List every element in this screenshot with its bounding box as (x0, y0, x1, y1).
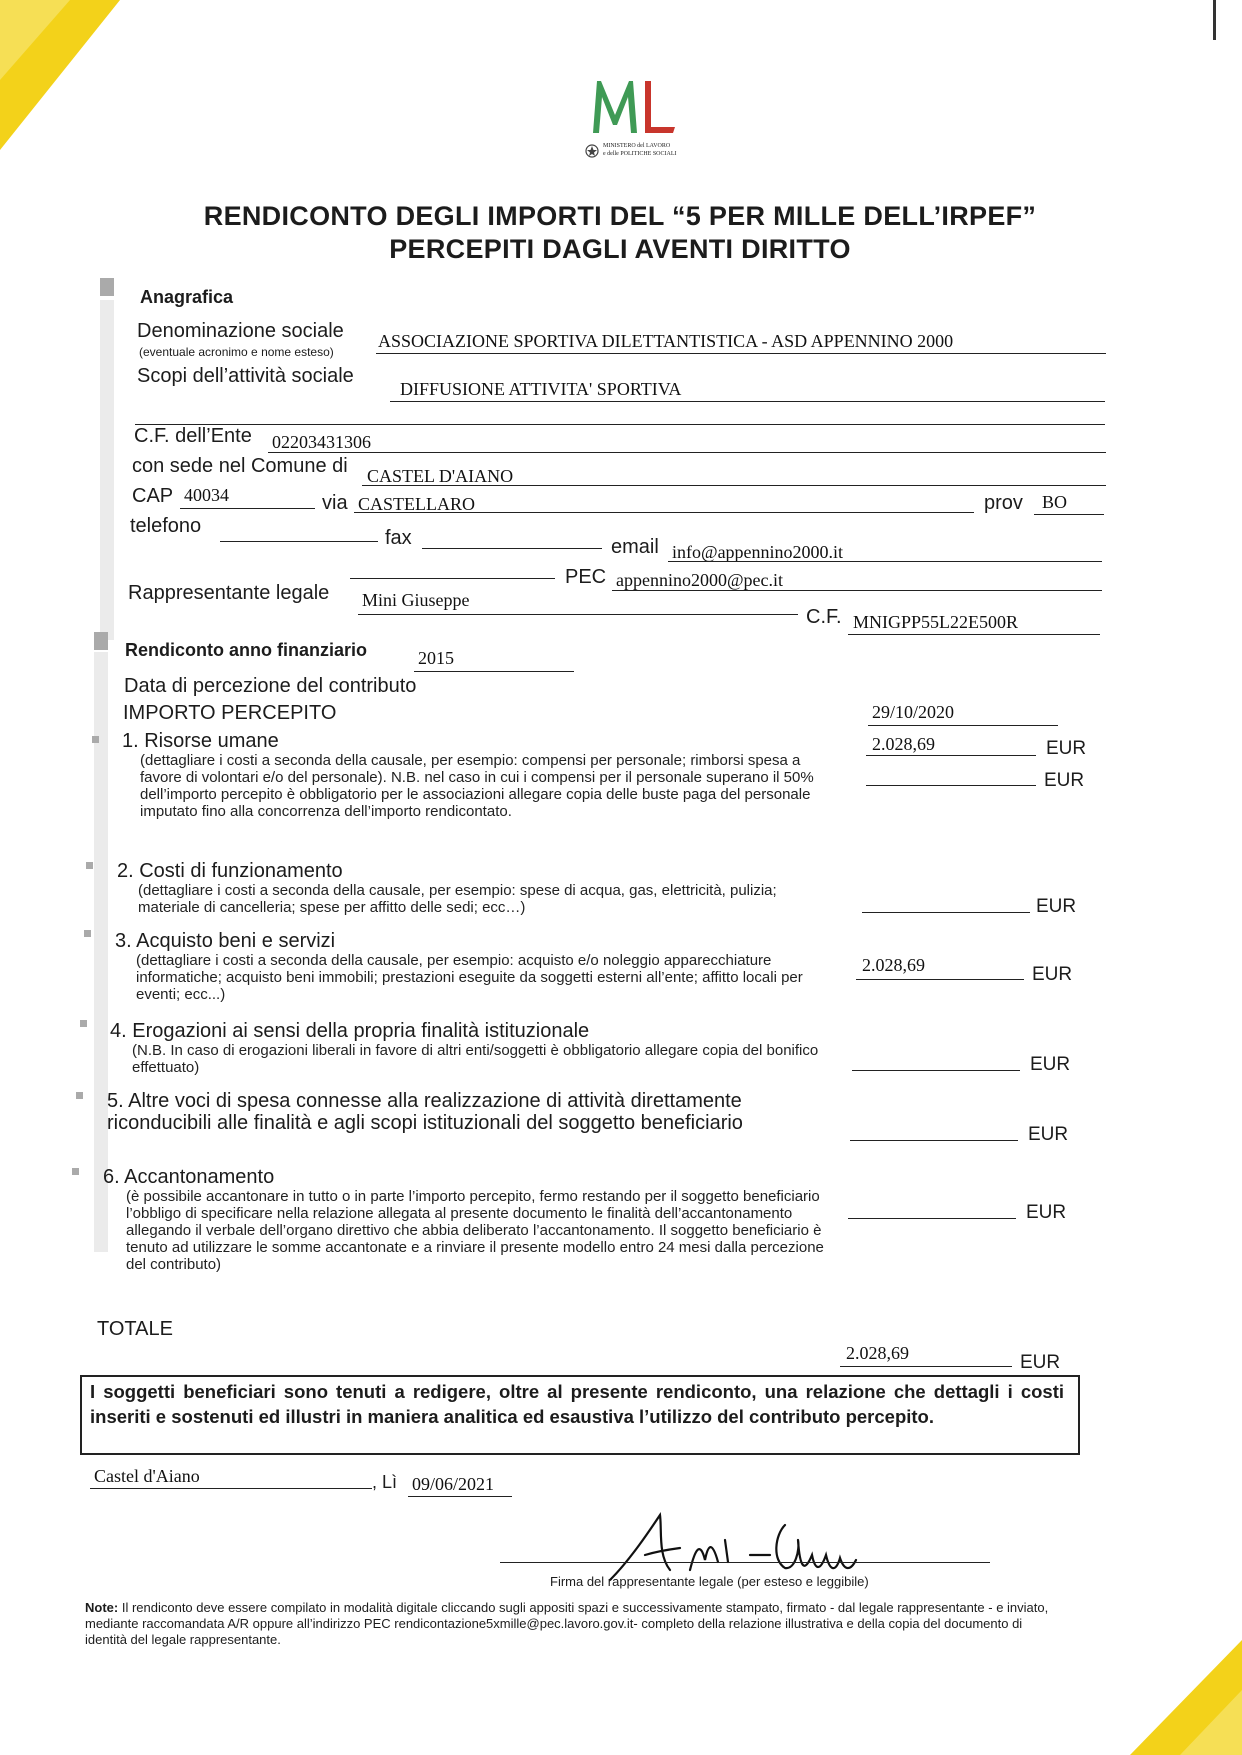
signature-caption: Firma del rappresentante legale (per esteso e leggibile) (550, 1574, 869, 1589)
denominazione-label: Denominazione sociale (137, 320, 344, 342)
page-title (130, 200, 1110, 266)
section-bar-side-1 (100, 300, 114, 640)
totale-label: TOTALE (97, 1318, 173, 1340)
rapp-cf-value[interactable]: MNIGPP55L22E500R (853, 612, 1019, 632)
cap-line (180, 508, 315, 509)
item-bullet-1 (92, 736, 99, 743)
importo-percepito-currency: EUR (1046, 738, 1087, 759)
data-percezione-label: Data di percezione del contributo (124, 675, 417, 697)
telefono-line[interactable] (220, 541, 378, 542)
item-currency-6: EUR (1026, 1202, 1067, 1223)
item-note-1: (dettagliare i costi a seconda della causale, per esempio: compensi per personale; rimborsi spesa a favore di volontari e/o del personale). N.B. nel caso in cui i compensi per il personale superano il 50% dell’importo percepito è obbligatorio per le associazioni allegare copia delle buste paga del personale imputato fino alla concorrenza dell’importo rendicontato. (140, 752, 814, 820)
scopi-line-2 (135, 424, 1105, 425)
pec-value[interactable]: appennino2000@pec.it (616, 570, 784, 590)
scopi-line (390, 401, 1105, 402)
item-currency-4: EUR (1030, 1054, 1071, 1075)
rapp-cf-label: C.F. (806, 606, 842, 628)
comune-value[interactable]: CASTEL D'AIANO (367, 466, 514, 486)
ministry-name-line2: e delle POLITICHE SOCIALI (603, 151, 677, 157)
item-currency-2: EUR (1036, 896, 1077, 917)
ml-logo-icon (587, 75, 687, 137)
totale-currency: EUR (1020, 1352, 1061, 1373)
item-note-3: (dettagliare i costi a seconda della causale, per esempio: acquisto e/o noleggio apparecchiature informatiche; acquisto beni immobili; prestazioni eseguite da soggetti esterni all’ente; affitto locali per eventi; ecc...) (136, 952, 803, 1003)
item-note-2: (dettagliare i costi a seconda della causale, per esempio: spese di acqua, gas, elettricità, pulizia; materiale di cancelleria; spese per affitto delle sedi; ecc…) (138, 882, 777, 916)
item-title-6: 6. Accantonamento (103, 1166, 275, 1188)
item-note-6: (è possibile accantonare in tutto o in parte l’importo percepito, fermo restando per il soggetto beneficiario l’obbligo di specificare nella relazione allegata al presente documento le finalità dell’accantonamento allegando il verbale dell’organo direttivo che abbia deliberato l’accantonamento. Il soggetto beneficiario è tenuto ad utilizzare le somme accantonate e a rinviare il presente modello entro 24 mesi dalla percezione del contributo) (126, 1188, 824, 1273)
footnote (85, 1600, 1065, 1648)
corner-decoration-bottom-right (1130, 1640, 1242, 1755)
totale-line (840, 1366, 1012, 1367)
data-percezione-line (868, 725, 1058, 726)
ministry-logo (585, 75, 705, 165)
importo-percepito-label: IMPORTO PERCEPITO (123, 702, 337, 724)
item-amount-line-6 (848, 1218, 1016, 1219)
title-line-2: PERCEPITI DAGLI AVENTI DIRITTO (389, 234, 851, 264)
via-value[interactable]: CASTELLARO (358, 494, 475, 514)
section-bar-anagrafica (100, 278, 114, 296)
item-title-4: 4. Erogazioni ai sensi della propria finalità istituzionale (110, 1020, 590, 1042)
item-amount-line-3 (856, 979, 1024, 980)
pec-left-line (350, 578, 555, 579)
item-currency-1: EUR (1044, 770, 1085, 791)
fax-label: fax (385, 527, 412, 549)
item-amount-line-4 (852, 1070, 1020, 1071)
place-value[interactable]: Castel d'Aiano (94, 1466, 200, 1486)
corner-decoration-top-left (0, 0, 140, 160)
item-currency-3: EUR (1032, 964, 1073, 985)
importo-percepito-value[interactable]: 2.028,69 (872, 734, 935, 754)
ministry-name-line1: MINISTERO del LAVORO (603, 143, 671, 149)
item-amount-line-1 (866, 785, 1036, 786)
cap-value[interactable]: 40034 (184, 485, 229, 505)
item-bullet-3 (84, 930, 91, 937)
scopi-value[interactable]: DIFFUSIONE ATTIVITA' SPORTIVA (400, 379, 682, 399)
item-amount-3[interactable]: 2.028,69 (862, 955, 925, 975)
via-line (354, 512, 974, 513)
title-line-1: RENDICONTO DEGLI IMPORTI DEL “5 PER MILLE DELL’IRPEF” (203, 201, 1037, 231)
item-title-2: 2. Costi di funzionamento (117, 860, 343, 882)
section-bar-rendiconto (94, 632, 108, 650)
prov-value[interactable]: BO (1042, 492, 1068, 512)
anno-line (414, 671, 574, 672)
date-line (408, 1496, 512, 1497)
via-label: via (322, 492, 348, 514)
fax-line[interactable] (422, 548, 602, 549)
notice-text: I soggetti beneficiari sono tenuti a redigere, oltre al presente rendiconto, una relazione che dettagli i costi inseriti e sostenuti ed illustri in maniera analitica ed esaustiva l’utilizzo del contributo percepito. (90, 1381, 1064, 1427)
footnote-label: Note: (85, 1600, 119, 1615)
place-line (90, 1488, 372, 1489)
data-percezione-value[interactable]: 29/10/2020 (872, 702, 955, 722)
notice-box (80, 1375, 1080, 1455)
item-title-1: 1. Risorse umane (122, 730, 279, 752)
anno-value[interactable]: 2015 (418, 648, 454, 668)
rendiconto-heading: Rendiconto anno finanziario (125, 640, 367, 660)
prov-label: prov (984, 492, 1023, 514)
item-bullet-6 (72, 1168, 79, 1175)
footnote-text: Il rendiconto deve essere compilato in modalità digitale cliccando sugli appositi spazi e successivamente stampato, firmato - dal legale rappresentante - e inviato, mediante raccomandata A/R oppure all’indirizzo PEC rendicontazione5xmille@pec.lavoro.gov.it- completo della relazione illustrativa e della copia del documento di identità del legale rappresentante. (85, 1600, 1049, 1647)
rappresentante-label: Rappresentante legale (128, 582, 330, 604)
rapp-cf-line (848, 634, 1100, 635)
pec-line (612, 590, 1102, 591)
email-line (668, 561, 1102, 562)
scan-edge-mark (1213, 0, 1216, 40)
date-value[interactable]: 09/06/2021 (412, 1474, 495, 1494)
pec-label: PEC (565, 566, 607, 588)
item-title-5: 5. Altre voci di spesa connesse alla realizzazione di attività direttamente riconducibili alle finalità e agli scopi istituzionali del soggetto beneficiario (107, 1090, 743, 1134)
email-value[interactable]: info@appennino2000.it (672, 542, 844, 562)
rappresentante-value[interactable]: Mini Giuseppe (362, 590, 470, 610)
telefono-label: telefono (130, 515, 202, 537)
cf-ente-label: C.F. dell’Ente (134, 425, 252, 447)
emblem-icon (585, 143, 599, 159)
item-bullet-4 (80, 1020, 87, 1027)
item-amount-line-5 (850, 1140, 1018, 1141)
anagrafica-heading: Anagrafica (140, 287, 234, 307)
denominazione-line (376, 353, 1106, 354)
item-title-3: 3. Acquisto beni e servizi (115, 930, 336, 952)
item-bullet-2 (86, 862, 93, 869)
denominazione-value[interactable]: ASSOCIAZIONE SPORTIVA DILETTANTISTICA - ASD APPENNINO 2000 (378, 331, 954, 351)
email-label: email (611, 536, 659, 558)
rappresentante-line (358, 614, 798, 615)
signature-line (500, 1562, 990, 1563)
cap-label: CAP (132, 485, 174, 507)
comune-line (362, 485, 1106, 486)
item-currency-5: EUR (1028, 1124, 1069, 1145)
prov-line (1034, 514, 1104, 515)
item-note-4: (N.B. In caso di erogazioni liberali in favore di altri enti/soggetti è obbligatorio allegare copia del bonifico effettuato) (132, 1042, 819, 1076)
item-amount-line-2 (862, 912, 1030, 913)
cf-ente-line (268, 452, 1106, 453)
comune-label: con sede nel Comune di (132, 455, 348, 477)
item-bullet-5 (76, 1092, 83, 1099)
totale-value[interactable]: 2.028,69 (846, 1343, 909, 1363)
cf-ente-value[interactable]: 02203431306 (272, 432, 371, 452)
li-label: , Lì (372, 1472, 398, 1492)
importo-percepito-line (866, 755, 1036, 756)
scopi-label: Scopi dell’attività sociale (137, 365, 354, 387)
denominazione-hint: (eventuale acronimo e nome esteso) (139, 345, 334, 359)
